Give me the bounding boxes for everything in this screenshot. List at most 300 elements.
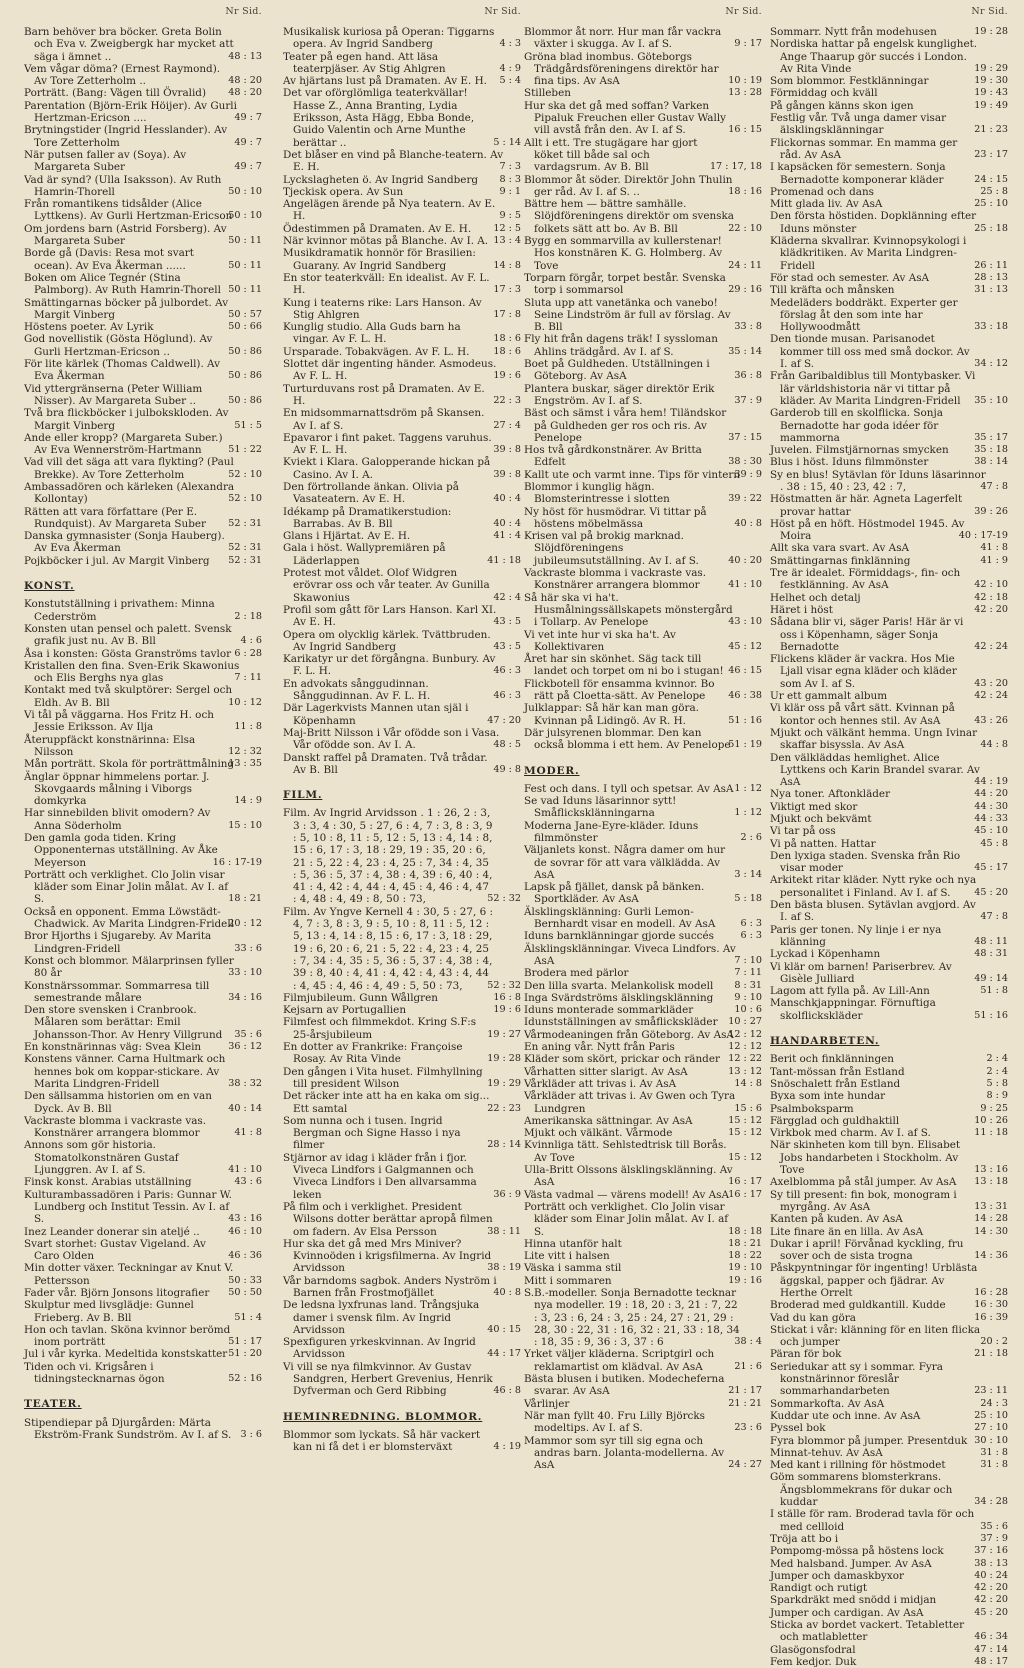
index-entry — [770, 1361, 1008, 1398]
index-entry — [24, 660, 262, 685]
entry-page-ref: 37 : 9 — [980, 1532, 1008, 1544]
index-entry — [283, 346, 521, 358]
index-entry — [524, 629, 762, 654]
index-entry — [524, 980, 762, 992]
entry-title: Virkbok med charm. Av I. af S. — [770, 1127, 931, 1140]
entry-title: Sticka av bordet vackert. Tetabletter och matlabletter — [770, 1619, 965, 1644]
entry-page-ref: 45 : 12 — [728, 640, 762, 652]
index-entry — [24, 1139, 262, 1176]
entry-title: Återuppfäckt konstnärinna: Elsa Nilsson — [24, 733, 196, 758]
entry-title: Kläderna skvallrar. Kvinnopsykologi i klädkritiken. Av Marita Lindgren-Fridell — [770, 235, 967, 272]
index-entry — [24, 432, 262, 457]
entry-title: Finsk konst. Arabias utställning — [24, 1176, 192, 1189]
index-entry — [524, 1373, 762, 1398]
entry-page-ref: 11 : 18 — [974, 1127, 1008, 1139]
section-heading: TEATER. — [24, 1398, 82, 1411]
entry-page-ref: 52 : 31 — [228, 554, 262, 566]
index-entry — [524, 530, 762, 567]
entry-title: Stickat i vår: klänning för en liten flicka och jumper — [770, 1323, 981, 1349]
index-entry — [770, 518, 1008, 543]
entry-page-ref: 17 : 8 — [493, 308, 521, 320]
entry-title: Hon och tavlan. Sköna kvinnor berömd inom porträtt — [24, 1323, 231, 1349]
index-entry — [283, 604, 521, 629]
entry-page-ref: 48 : 31 — [974, 948, 1008, 960]
entry-page-ref: 52 : 32 — [487, 893, 521, 905]
entry-page-ref: 7 : 11 — [234, 672, 262, 684]
entry-title: Juvelen. Filmstjärnornas smycken — [770, 444, 949, 457]
entry-page-ref: 48 : 11 — [974, 935, 1008, 947]
entry-page-ref: 13 : 28 — [728, 87, 762, 99]
entry-page-ref: 51 : 22 — [228, 444, 262, 456]
entry-title: När skinheten kom till byn. Elisabet Jobs handarbeten i Stockholm. Av Tove — [770, 1139, 961, 1177]
index-entry — [770, 370, 1008, 407]
entry-page-ref: 50 : 11 — [228, 259, 262, 271]
entry-title: Bror Hjorths i Sjugareby. Av Marita Lindgren-Fridell — [24, 930, 212, 955]
entry-title: Förmiddag och kväll — [770, 87, 878, 100]
index-entry — [524, 481, 762, 506]
index-entry — [24, 333, 262, 358]
index-entry — [24, 709, 262, 734]
entry-page-ref: 38 : 13 — [974, 1557, 1008, 1569]
index-entry — [770, 850, 1008, 875]
entry-page-ref: 20 : 12 — [228, 918, 262, 930]
entry-page-ref: 40 : 14 — [228, 1102, 262, 1114]
entry-title: Också en opponent. Emma Löwstädt-Chadwick. Av Marita Lindgren-Fridell — [24, 905, 234, 931]
entry-page-ref: 41 : 8 — [980, 542, 1008, 554]
index-column-3 — [524, 26, 762, 1471]
index-entry — [524, 1029, 762, 1041]
entry-page-ref: 19 : 10 — [728, 1262, 762, 1274]
index-entry — [770, 272, 1008, 284]
index-entry — [24, 530, 262, 555]
index-entry — [524, 1287, 762, 1348]
entry-page-ref: 27 : 4 — [493, 419, 521, 431]
index-entry — [770, 112, 1008, 137]
entry-title: Sluta upp att vanetänka och vanebo! Seine Lindström är full av förslag. Av B. Bll — [524, 296, 731, 334]
entry-page-ref: 50 : 33 — [228, 1274, 262, 1286]
index-entry — [770, 616, 1008, 653]
index-entry — [770, 1299, 1008, 1311]
entry-title: Sådana blir vi, säger Paris! Här är vi oss i Köpenhamn, säger Sonja Bernadotte — [770, 616, 964, 653]
entry-title: Höstens poeter. Av Lyrik — [24, 321, 154, 334]
entry-title: Den gången i Vita huset. Filmhyllning till president Wilson — [283, 1065, 483, 1090]
entry-title: Maj-Britt Nilsson i Vår ofödde son i Vasa. Vår ofödde son. Av I. A. — [283, 726, 500, 752]
entry-page-ref: 12 : 22 — [728, 1053, 762, 1065]
entry-page-ref: 2 : 4 — [986, 1053, 1008, 1065]
index-entry — [770, 1558, 1008, 1570]
index-entry — [770, 899, 1008, 924]
index-entry — [770, 997, 1008, 1022]
index-entry — [770, 542, 1008, 554]
entry-page-ref: 2 : 6 — [740, 832, 762, 843]
index-entry — [524, 87, 762, 99]
index-entry — [770, 690, 1008, 702]
entry-title: Ursparade. Tobakvägen. Av F. L. H. — [283, 345, 470, 358]
index-entry — [283, 506, 521, 531]
entry-title: Vackraste blomma i vackraste vas. Konstnärer arrangera blommor — [24, 1114, 207, 1140]
column-header: Nr Sid. — [725, 6, 762, 17]
entry-title: Göm sommarens blomsterkrans. Ängsblommekrans för dukar och kuddar — [770, 1471, 953, 1509]
entry-title: Som nunna och i tusen. Ingrid Bergman och Signe Hasso i nya filmer — [283, 1114, 461, 1152]
index-entry — [283, 383, 521, 408]
index-entry — [770, 1078, 1008, 1090]
index-entry — [524, 174, 762, 199]
entry-title: Fly hit från dagens träk! I syssloman Ahlins trädgård. Av I. af S. — [524, 333, 718, 358]
entry-page-ref: 13 : 18 — [974, 1176, 1008, 1188]
entry-page-ref: 50 : 11 — [228, 284, 262, 296]
entry-title: Vi klär oss på vårt sätt. Kvinnan på kontor och hennes stil. Av AsA — [770, 702, 955, 727]
entry-title: Från Garibaldiblus till Montybasker. Vi lär världshistoria när vi tittar på kläder. Av Marita Lindgren-Fridell — [770, 370, 976, 407]
index-entry — [283, 481, 521, 506]
entry-title: Danskt raffel på Dramaten. Två trådar. Av B. Bll — [283, 751, 488, 776]
index-entry — [283, 629, 521, 654]
entry-page-ref: 25 : 18 — [974, 222, 1008, 234]
index-entry — [24, 481, 262, 506]
index-entry — [770, 567, 1008, 592]
index-entry — [770, 1090, 1008, 1102]
entry-title: I ställe för ram. Broderad tavla för och med cellloid — [770, 1508, 975, 1533]
entry-title: Boet på Guldheden. Utställningen i Göteborg. Av AsA — [524, 358, 710, 383]
entry-page-ref: 15 : 12 — [728, 1127, 762, 1139]
entry-page-ref: 4 : 3 — [499, 38, 521, 50]
entry-page-ref: 12 : 5 — [493, 222, 521, 234]
entry-title: Torparn förgår, torpet består. Svenska torp i sommarsol — [524, 271, 726, 297]
entry-page-ref: 10 : 19 — [728, 75, 762, 87]
entry-page-ref: 24 : 27 — [728, 1459, 762, 1471]
entry-title: Film. Av Ingrid Arvidsson . 1 : 26, 2 : 3, 3 : 3, 4 : 30, 5 : 27, 6 : 4, 7 : 3, 8 : 3, 9 : 5, 10 : 8, 11 : 5, 12 : 5, 13 : 4, 14 : 8, 15 : 6, 17 : 3, 18 : 29, 19 : 35, 20 : 6, 21 : 5, 22 : 4, 23 : 4, 25 : 7, 34 : 4, 35 : 5, 36 : 5, 37 : 4, 38 : 4, 39 : 6, 40 : 4, 41 : 4, 42 : 4, 44 : 4, 45 : 4, 46 : 4, 47 : 4, 48 : 4, 49 : 8, 50 : 73, — [283, 807, 493, 906]
entry-title: Jumper och damaskbyxor — [770, 1569, 904, 1582]
index-entry — [770, 813, 1008, 825]
entry-title: Gala i höst. Wallypremiären på Läderlappen — [283, 542, 446, 567]
entry-page-ref: 10 : 27 — [728, 1016, 762, 1028]
entry-title: Blommor åt norr. Hur man får vackra växter i skugga. Av I. af S. — [524, 26, 722, 51]
entry-title: Svart storhet: Gustav Vigeland. Av Caro Olden — [24, 1237, 206, 1263]
entry-title: Med kant i rillning för höstmodet — [770, 1459, 946, 1472]
entry-title: Där julsyrenen blommar. Den kan också blomma i ett hem. Av Penelope — [524, 726, 731, 752]
index-entry — [283, 358, 521, 383]
index-entry — [283, 752, 521, 777]
entry-page-ref: 46 : 8 — [493, 1385, 521, 1397]
index-entry — [24, 272, 262, 297]
entry-page-ref: 48 : 20 — [228, 87, 262, 99]
entry-page-ref: 21 : 18 — [974, 1348, 1008, 1360]
index-entry — [770, 1508, 1008, 1533]
entry-page-ref: 43 : 6 — [234, 1176, 262, 1188]
entry-title: Bästa blusen i butiken. Modecheferna svarar. Av AsA — [524, 1373, 725, 1398]
entry-page-ref: 4 : 9 — [499, 62, 521, 74]
entry-title: Tant-mössan från Estland — [770, 1065, 905, 1078]
index-entry — [24, 383, 262, 408]
entry-title: Vi vill se nya filmkvinnor. Av Gustav Sandgren, Herbert Grevenius, Henrik Dyfverman och Gerd Ribbing — [283, 1360, 493, 1398]
index-entry — [283, 223, 521, 235]
index-entry — [24, 1053, 262, 1090]
index-entry — [283, 1152, 521, 1201]
entry-page-ref: 16 : 17 — [728, 1176, 762, 1188]
entry-page-ref: 14 : 30 — [974, 1225, 1008, 1237]
entry-title: Kviekt i Klara. Galopperande hickan på Casino. Av I. A. — [283, 456, 491, 481]
entry-page-ref: 47 : 8 — [980, 911, 1008, 923]
entry-page-ref: 36 : 9 — [493, 1188, 521, 1200]
entry-page-ref: 43 : 10 — [728, 616, 762, 628]
index-entry — [770, 235, 1008, 272]
entry-page-ref: 31 : 13 — [974, 284, 1008, 296]
entry-page-ref: 51 : 8 — [980, 985, 1008, 997]
entry-title: Flickbotell för ensamma kvinnor. Bo rätt på Cloetta-sätt. Av Penelope — [524, 677, 715, 703]
index-entry — [524, 272, 762, 297]
entry-title: Kung i teaterns rike: Lars Hanson. Av Stig Ahlgren — [283, 296, 482, 321]
index-entry — [770, 1594, 1008, 1606]
index-entry — [770, 1533, 1008, 1545]
index-entry — [524, 1053, 762, 1065]
entry-page-ref: 16 : 17 — [728, 1188, 762, 1200]
entry-page-ref: 52 : 10 — [228, 493, 262, 505]
entry-title: Lagom att fylla på. Av Lill-Ann — [770, 985, 930, 998]
entry-title: Plantera buskar, säger direktör Erik Engström. Av I. af S. — [524, 382, 715, 407]
entry-page-ref: 46 : 3 — [493, 690, 521, 702]
entry-title: Fader vår. Björn Jonsons litografier — [24, 1286, 210, 1299]
entry-page-ref: 11 : 8 — [234, 721, 262, 733]
index-entry — [770, 1176, 1008, 1188]
entry-title: Epavaror i fint paket. Taggens varuhus. Av F. L. H. — [283, 431, 492, 457]
entry-title: Päran för bok — [770, 1348, 842, 1361]
entry-page-ref: 28 : 13 — [974, 271, 1008, 283]
index-entry — [24, 930, 262, 955]
entry-title: Bäst och sämst i våra hem! Tiländskor på Guldheden ger ros och ris. Av Penelope — [524, 407, 727, 444]
index-entry — [524, 906, 762, 931]
entry-page-ref: 19 : 29 — [974, 62, 1008, 74]
section-heading: KONST. — [24, 580, 75, 593]
entry-page-ref: 41 : 9 — [980, 554, 1008, 566]
index-entry — [524, 1115, 762, 1127]
entry-title: När man fyllt 40. Fru Lilly Björcks modeltips. Av I. af S. — [524, 1409, 706, 1435]
entry-title: Tröja att bo i — [770, 1532, 839, 1545]
entry-title: Vårlinjer — [524, 1397, 570, 1410]
index-entry — [770, 1545, 1008, 1557]
entry-title: Allt i ett. Tre stugägare har gjort köket till både sal och vardagsrum. Av B. Bll — [524, 136, 698, 174]
index-entry — [24, 623, 262, 648]
entry-page-ref: 28 : 14 — [487, 1139, 521, 1151]
entry-page-ref: 9 : 10 — [734, 991, 762, 1003]
entry-page-ref: 3 : 14 — [734, 868, 762, 880]
entry-page-ref: 46 : 15 — [728, 665, 762, 677]
entry-title: Tjeckisk opera. Av Sun — [283, 185, 404, 198]
index-entry — [524, 992, 762, 1004]
entry-page-ref: 52 : 16 — [228, 1373, 262, 1385]
index-entry — [770, 297, 1008, 334]
entry-title: Min dotter växer. Teckningar av Knut V. Pettersson — [24, 1262, 234, 1287]
entry-title: Den lilla svarta. Melankolisk modell — [524, 979, 714, 992]
index-entry — [770, 592, 1008, 604]
entry-title: Den tionde musan. Parisanodet kommer till oss med små dockor. Av I. af S. — [770, 333, 970, 371]
index-entry — [524, 1004, 762, 1016]
entry-page-ref: 50 : 86 — [228, 394, 262, 406]
entry-page-ref: 18 : 21 — [728, 1237, 762, 1249]
entry-page-ref: 22 : 3 — [493, 394, 521, 406]
entry-page-ref: 19 : 43 — [974, 87, 1008, 99]
entry-page-ref: 43 : 5 — [493, 616, 521, 628]
entry-page-ref: 14 : 36 — [974, 1250, 1008, 1262]
entry-page-ref: 36 : 12 — [228, 1041, 262, 1053]
index-entry — [524, 1410, 762, 1435]
entry-title: Kejsarn av Portugallien — [283, 1004, 407, 1017]
entry-title: Lyckslagheten ö. Av Ingrid Sandberg — [283, 173, 479, 186]
entry-title: Krisen val på brokig marknad. Slöjdföreningens jubileumsutställning. Av I. af S. — [524, 530, 699, 567]
entry-title: God novellistik (Gösta Höglund). Av Gurli Hertzman-Ericson .. — [24, 333, 213, 358]
entry-page-ref: 41 : 10 — [728, 579, 762, 591]
entry-title: Ulla-Britt Olssons älsklingsklänning. Av AsA — [524, 1164, 733, 1189]
index-entry — [770, 444, 1008, 456]
entry-title: Manschkjappningar. Förnuftiga skolflickskläder — [770, 997, 936, 1022]
index-entry — [770, 825, 1008, 837]
entry-title: Höstmatten är här. Agneta Lagerfelt provar hattar — [770, 493, 963, 518]
index-entry — [524, 1078, 762, 1090]
index-entry — [524, 51, 762, 88]
entry-title: När putsen faller av (Soya). Av Margareta Suber — [24, 148, 187, 174]
entry-page-ref: 39 : 9 — [734, 468, 762, 480]
entry-title: Iduns monterade sommarkläder — [524, 1004, 694, 1017]
index-entry — [770, 38, 1008, 75]
entry-title: Om jordens barn (Astrid Forsberg). Av Margareta Suber — [24, 222, 227, 248]
entry-page-ref: 49 : 7 — [234, 112, 262, 124]
entry-title: Inez Leander donerar sin ateljé .. — [24, 1225, 200, 1238]
entry-title: Så här ska vi ha't. Husmålningssällskapets mönstergård i Tollarp. Av Penelope — [524, 591, 733, 629]
entry-title: Ny höst för husmödrar. Vi tittar på höstens möbelmässa — [524, 505, 707, 530]
index-entry — [283, 1361, 521, 1398]
entry-page-ref: 38 : 4 — [734, 1336, 762, 1348]
index-entry — [770, 1127, 1008, 1139]
entry-page-ref: 44 : 20 — [974, 788, 1008, 800]
index-entry — [770, 1644, 1008, 1656]
entry-title: Vi tål på väggarna. Hos Fritz H. och Jessie Eriksson. Av Ilja — [24, 709, 214, 734]
index-entry — [283, 75, 521, 87]
entry-title: Ambassadören och kärleken (Alexandra Kollontay) — [24, 480, 235, 506]
index-entry — [524, 844, 762, 881]
index-entry — [524, 506, 762, 531]
index-entry — [770, 1582, 1008, 1594]
index-entry — [770, 924, 1008, 949]
entry-page-ref: 35 : 17 — [974, 431, 1008, 443]
entry-page-ref: 13 : 16 — [974, 1164, 1008, 1176]
entry-title: En stor teaterkväll: En idealist. Av F. L. H. — [283, 271, 490, 297]
entry-title: Barn behöver bra böcker. Greta Bolin och Eva v. Zweigbergk har mycket att säga i ämnet .. — [24, 26, 234, 63]
entry-page-ref: 10 : 12 — [228, 696, 262, 708]
entry-page-ref: 15 : 12 — [728, 1114, 762, 1126]
entry-title: Berit och finklänningen — [770, 1053, 894, 1066]
entry-page-ref: 9 : 17 — [734, 38, 762, 50]
entry-page-ref: 29 : 16 — [728, 284, 762, 296]
entry-page-ref: 42 : 20 — [974, 1594, 1008, 1606]
index-entry — [283, 51, 521, 76]
index-entry — [524, 469, 762, 481]
entry-page-ref: 46 : 36 — [228, 1250, 262, 1262]
index-entry — [283, 149, 521, 174]
entry-title: Minnat-tehuv. Av AsA — [770, 1446, 883, 1459]
entry-page-ref: 40 : 20 — [728, 554, 762, 566]
index-entry — [283, 272, 521, 297]
index-entry — [524, 407, 762, 444]
index-entry — [283, 1115, 521, 1152]
index-entry — [524, 1262, 762, 1274]
index-entry — [283, 1066, 521, 1091]
index-entry — [283, 542, 521, 567]
entry-page-ref: 33 : 6 — [234, 942, 262, 954]
index-entry — [283, 235, 521, 247]
index-entry — [770, 100, 1008, 112]
entry-page-ref: 41 : 18 — [487, 554, 521, 566]
entry-page-ref: 21 : 17 — [728, 1385, 762, 1397]
index-entry — [24, 684, 262, 709]
entry-title: Dukar i april! Förvånad kyckling, fru sover och de sista trogna — [770, 1237, 964, 1263]
entry-title: Vårkläder att trivas i. Av AsA — [524, 1077, 677, 1090]
entry-page-ref: 43 : 5 — [493, 640, 521, 652]
entry-title: Mitt glada liv. Av AsA — [770, 198, 883, 211]
index-entry — [524, 297, 762, 334]
entry-page-ref: 18 : 22 — [728, 1250, 762, 1262]
entry-page-ref: 40 : 15 — [487, 1323, 521, 1335]
entry-page-ref: 42 : 20 — [974, 603, 1008, 615]
entry-page-ref: 49 : 7 — [234, 161, 262, 173]
entry-title: Brodera med pärlor — [524, 967, 629, 980]
entry-page-ref: 36 : 8 — [734, 370, 762, 382]
index-entry — [770, 284, 1008, 296]
entry-page-ref: 35 : 6 — [980, 1520, 1008, 1532]
entry-title: Angelägen ärende på Nya teatern. Av E. H. — [283, 198, 496, 223]
entry-page-ref: 19 : 16 — [728, 1274, 762, 1286]
index-entry — [24, 26, 262, 63]
entry-page-ref: 19 : 28 — [974, 26, 1008, 37]
index-entry — [283, 407, 521, 432]
entry-page-ref: 42 : 10 — [974, 579, 1008, 591]
index-entry — [770, 788, 1008, 800]
entry-title: Broderad med guldkantill. Kudde — [770, 1299, 946, 1312]
entry-page-ref: 39 : 8 — [493, 468, 521, 480]
entry-title: Fyra blommor på jumper. Presentduk — [770, 1434, 968, 1447]
entry-title: Vårhatten sitter slarigt. Av AsA — [524, 1065, 688, 1078]
entry-title: Ande eller kropp? (Margareta Suber.) Av Eva Wennerström-Hartmann — [24, 431, 223, 457]
entry-title: Vi på natten. Hattar — [770, 837, 876, 850]
entry-page-ref: 16 : 17-19 — [212, 856, 262, 868]
index-entry — [524, 333, 762, 358]
section-heading: FILM. — [283, 789, 323, 802]
index-entry — [524, 592, 762, 629]
index-entry — [283, 1004, 521, 1016]
index-entry — [524, 943, 762, 968]
index-entry — [524, 881, 762, 906]
entry-title: Sommarr. Nytt från modehusen — [770, 26, 937, 38]
entry-title: Smättingarnas finklänning — [770, 554, 911, 567]
index-entry — [524, 930, 762, 942]
entry-title: Yrket väljer kläderna. Scriptgirl och reklamartist om klädval. Av AsA — [524, 1348, 715, 1373]
index-entry — [24, 506, 262, 531]
entry-title: Gröna blad inombus. Göteborgs Trädgårdsföreningens direktör har fina tips. Av AsA — [524, 50, 719, 88]
entry-title: Den sällsamma historien om en van Dyck. Av B. Bll — [24, 1090, 212, 1115]
entry-title: Den gamla goda tiden. Kring Opponenternas utställning. Av Åke Meyerson — [24, 832, 218, 869]
index-entry — [283, 297, 521, 322]
index-entry — [770, 75, 1008, 87]
index-entry — [524, 1016, 762, 1028]
entry-page-ref: 42 : 18 — [974, 591, 1008, 603]
index-entry — [283, 1016, 521, 1041]
entry-page-ref: 23 : 6 — [734, 1422, 762, 1434]
index-entry — [283, 653, 521, 678]
entry-title: S.B.-modeller. Sonja Bernadotte tecknar nya modeller. 19 : 18, 20 : 3, 21 : 7, 22 : 3, 23 : 6, 24 : 3, 25 : 24, 27 : 21, 29 : 28, 30 : 22, 31 : 16, 32 : 21, 33 : 18, 34 : 18, 35 : 9, 36 : 3, 37 : 6 — [524, 1286, 740, 1349]
index-entry — [770, 1238, 1008, 1263]
index-entry — [524, 1189, 762, 1201]
index-entry — [24, 321, 262, 333]
entry-title: Glasögonsfodral — [770, 1643, 856, 1656]
entry-title: Slottet där ingenting händer. Asmodeus. Av F. L. H. — [283, 358, 497, 383]
entry-page-ref: 51 : 4 — [234, 1311, 262, 1323]
